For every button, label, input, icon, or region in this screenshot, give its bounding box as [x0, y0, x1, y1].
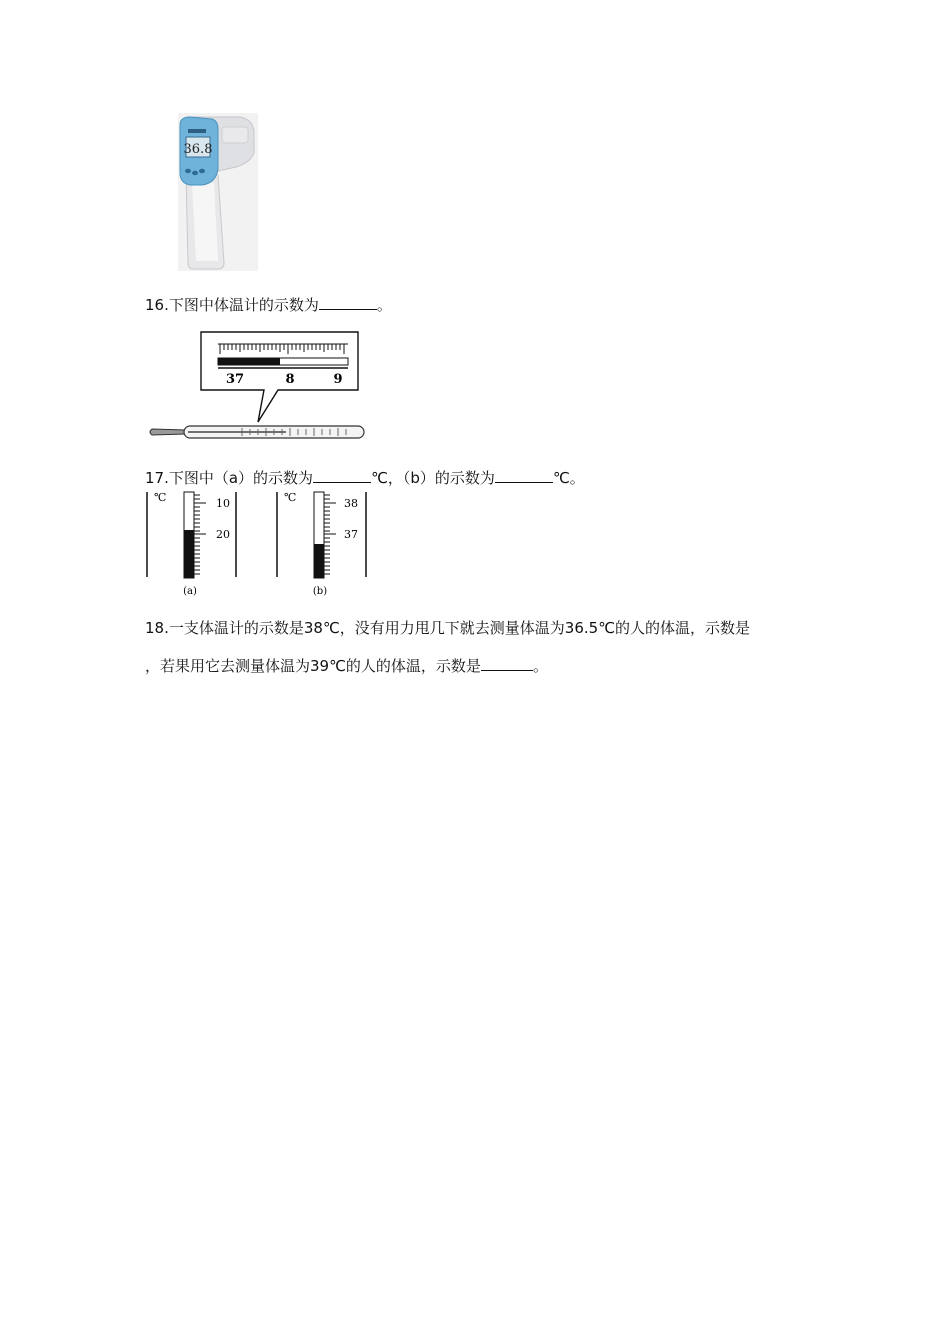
question-18-text: 18.一支体温计的示数是38℃，没有用力甩几下就去测量体温为36.5℃的人的体温，示数是 — [145, 619, 751, 637]
thermometer-a-label-10: 10 — [216, 497, 230, 510]
thermometer-a-unit: ℃ — [154, 491, 167, 504]
question-17 — [145, 468, 585, 488]
thermometer-b-unit: ℃ — [284, 491, 297, 504]
question-16-end: 。 — [376, 296, 392, 314]
question-16 — [145, 295, 392, 315]
infrared-thermometer-image — [178, 113, 258, 271]
answer-blank-16 — [319, 295, 377, 310]
thermometer-b-label-38: 38 — [344, 497, 358, 510]
thermometer-b-figure — [274, 490, 370, 600]
thermometer-a-caption: (a) — [183, 586, 197, 597]
gun-display-text: 36.8 — [183, 142, 213, 157]
question-17-end: ℃。 — [552, 469, 585, 487]
clinical-thermometer-figure — [146, 330, 370, 442]
thermometer-a-figure — [144, 490, 240, 600]
thermometer-b-label-37: 37 — [344, 528, 358, 541]
question-17-mid: ℃，（b）的示数为 — [371, 469, 495, 487]
question-18-line1 — [145, 618, 750, 638]
question-18-line2 — [145, 656, 548, 676]
question-18-end: 。 — [532, 657, 548, 675]
answer-blank-18 — [481, 656, 533, 671]
question-17-prefix: 17.下图中（a）的示数为 — [145, 469, 314, 487]
thermometer-b-caption: (b) — [312, 586, 328, 597]
question-18-text-2: ，若果用它去测量体温为39℃的人的体温，示数是 — [145, 657, 481, 675]
scale-label-37: 37 — [225, 372, 245, 387]
scale-label-9: 9 — [333, 372, 343, 387]
answer-blank-17a — [313, 468, 371, 483]
answer-blank-17b — [495, 468, 553, 483]
question-16-text: 16.下图中体温计的示数为 — [145, 296, 319, 314]
thermometer-a-label-20: 20 — [216, 528, 230, 541]
scale-label-8: 8 — [285, 372, 295, 387]
